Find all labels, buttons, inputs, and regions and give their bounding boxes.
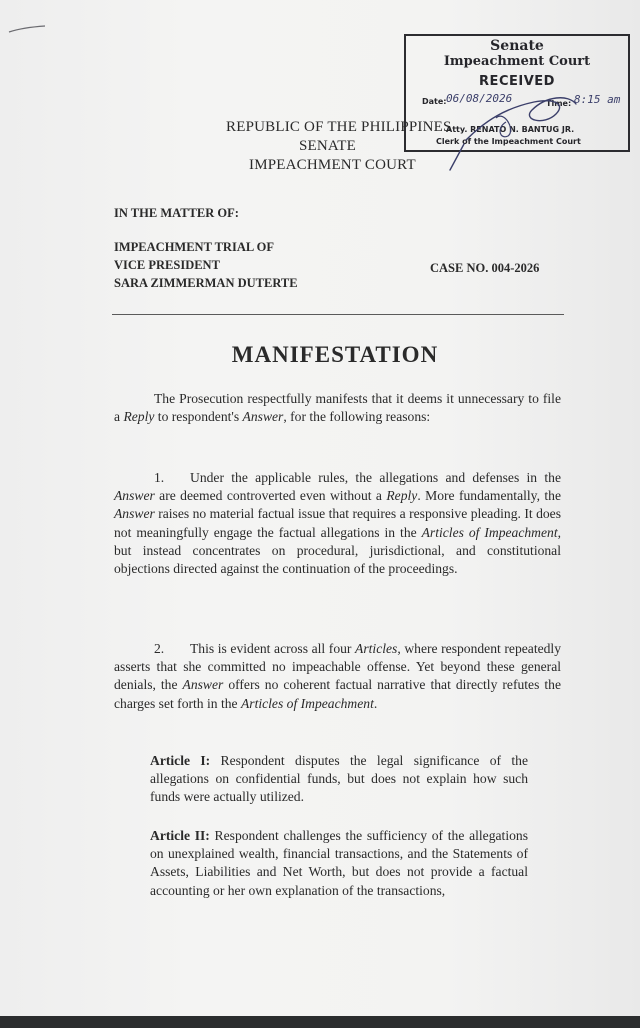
p2-text-b: , where respondent repeatedly asserts that she committed no impeachable offense. Yet beyond these general denials, the	[114, 641, 561, 693]
caption-vice-president: VICE PRESIDENT	[114, 258, 220, 272]
p2-answer: Answer	[182, 677, 224, 693]
stamp-date-value: 06/08/2026	[446, 92, 513, 105]
p1-answer-1: Answer	[114, 488, 155, 504]
p2-articles-1: Articles	[355, 641, 398, 656]
article-1-text: Respondent disputes the legal significance of the allegations on confidential funds, but does not explain how such funds were actually utilized.	[150, 753, 528, 805]
stamp-clerk-name: Atty. RENATO N. BANTUG JR.	[446, 125, 575, 134]
p1-text-d: raises no material factual issue that requires a responsive pleading. It does not meaningfully engage the factual allegations in the	[114, 506, 561, 540]
pen-mark	[8, 24, 46, 34]
p1-text-b: are deemed controverted even without a	[154, 488, 387, 504]
p1-reply: Reply	[386, 488, 418, 504]
p2-text-d: .	[373, 695, 378, 711]
p1-text-e: , but instead concentrates on procedural, jurisdictional, and constitutional objections directed against the continuation of the proceedings.	[114, 524, 561, 577]
document-title: MANIFESTATION	[231, 342, 439, 367]
p2-articles-2: Articles of Impeachment	[240, 695, 374, 711]
p1-articles: Articles of Impeachment	[421, 524, 558, 540]
intro-text-a: The Prosecution respectfully manifests that it deems it unnecessary to file a	[114, 391, 561, 425]
intro-text-b: to respondent's	[154, 409, 243, 425]
stamp-date-label: Date:	[422, 97, 447, 106]
handwritten-signature	[436, 80, 586, 175]
paragraph-2-number: 2.	[154, 641, 165, 656]
page-bottom-edge	[0, 1016, 640, 1022]
case-number: CASE NO. 004-2026	[430, 261, 540, 275]
article-2-label: Article II:	[150, 828, 210, 843]
stamp-time-label: Time:	[546, 99, 572, 108]
paragraph-1	[114, 469, 561, 578]
p1-answer-2: Answer	[114, 506, 155, 522]
intro-reply: Reply	[123, 409, 155, 425]
p1-text-c: . More fundamentally, the	[417, 488, 561, 504]
paragraph-1-number: 1.	[154, 470, 165, 485]
header-republic: REPUBLIC OF THE PHILIPPINES	[226, 119, 452, 135]
p2-text-a: This is evident across all four	[190, 641, 356, 656]
stamp-senate: Senate	[490, 38, 544, 54]
stamp-clerk-title: Clerk of the Impeachment Court	[436, 137, 581, 146]
article-1-item	[150, 752, 528, 807]
stamp-court: Impeachment Court	[443, 54, 591, 69]
caption-divider	[112, 314, 564, 315]
header-senate: SENATE	[299, 138, 357, 154]
article-2-item	[150, 827, 528, 900]
article-1-label: Article I:	[150, 753, 211, 768]
stamp-time-value: 8:15 am	[574, 93, 621, 106]
caption-respondent-name: SARA ZIMMERMAN DUTERTE	[114, 276, 298, 290]
header-court: IMPEACHMENT COURT	[249, 157, 416, 173]
paragraph-2	[114, 640, 561, 713]
article-2-text: Respondent challenges the sufficiency of the allegations on unexplained wealth, financial transactions, and the Statements of Assets, Liabilities and Net Worth, but does not provide a factual accounting or her own explanation of the transactions,	[150, 828, 528, 898]
p2-text-c: offers no coherent factual narrative that directly refutes the charges set forth in the	[114, 677, 561, 711]
intro-answer: Answer	[242, 409, 284, 425]
stamp-received: RECEIVED	[479, 74, 555, 89]
caption-trial: IMPEACHMENT TRIAL OF	[114, 240, 274, 254]
caption-matter: IN THE MATTER OF:	[114, 206, 239, 220]
intro-paragraph	[114, 390, 561, 426]
p1-text-a: Under the applicable rules, the allegations and defenses in the	[190, 470, 561, 485]
intro-text-c: , for the following reasons:	[283, 409, 431, 425]
